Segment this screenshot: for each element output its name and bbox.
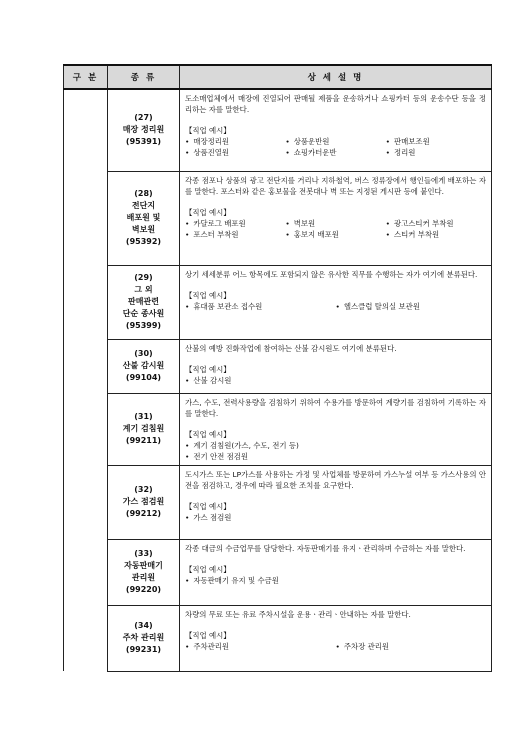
header-category: 구 분 <box>64 65 108 89</box>
example-label: 【직업 예시】 <box>185 630 231 640</box>
job-name: 그 외 <box>134 285 153 294</box>
example-label: 【직업 예시】 <box>185 564 231 574</box>
table-row <box>64 393 492 465</box>
example-item: • 전기 안전 점검원 <box>185 451 486 462</box>
job-number: (34) <box>134 621 153 630</box>
job-name: 매장 정리원 <box>122 125 165 135</box>
example-item: • 포스터 부착원 <box>185 229 285 240</box>
table-row <box>64 265 492 339</box>
category-cell <box>64 89 108 671</box>
example-item: • 홍보지 배포원 <box>285 229 385 240</box>
example-item: • 주차장 관리원 <box>336 641 487 652</box>
example-row <box>185 229 486 240</box>
example-row <box>185 147 486 158</box>
example-row <box>185 512 486 523</box>
example-label: 【직업 예시】 <box>185 429 231 439</box>
example-item: • 헬스클럽 탈의실 보관원 <box>336 301 487 312</box>
description-text: 도소매업체에서 매장에 진열되어 판매될 제품을 운송하거나 쇼핑카터 등의 운송수단 등을 정리하는 자를 말한다. <box>185 94 486 114</box>
example-item: • 정리원 <box>386 147 486 158</box>
example-label: 【직업 예시】 <box>185 290 231 300</box>
example-item: • 상품진열원 <box>185 147 285 158</box>
description-text: 차량의 무료 또는 유료 주차시설을 운용ㆍ관리ㆍ안내하는 자를 말한다. <box>185 609 411 619</box>
job-name: 계기 검침원 <box>122 424 165 433</box>
description-cell <box>180 265 492 339</box>
example-item: • 산불 감시원 <box>185 375 486 386</box>
description-text: 산불의 예방 진화작업에 참여하는 산불 감시원도 여기에 분류된다. <box>185 343 397 353</box>
job-number: (29) <box>134 273 153 282</box>
job-code: (99220) <box>125 585 162 594</box>
example-item: • 가스 점검원 <box>185 512 486 523</box>
example-label: 【직업 예시】 <box>185 207 231 217</box>
description-cell <box>180 171 492 265</box>
example-row <box>185 301 486 312</box>
job-type-cell <box>108 393 180 465</box>
job-name: 배포원 및 <box>126 213 161 222</box>
job-type-cell <box>108 605 180 671</box>
job-name: 자동판매기 <box>124 561 163 570</box>
example-item: • 계기 검침원(가스, 수도, 전기 등) <box>185 440 486 451</box>
spacer <box>185 354 486 362</box>
spacer <box>185 197 486 205</box>
table-row <box>64 89 492 171</box>
description-text: 가스, 수도, 전력사용량을 검침하기 위하여 수용가를 방문하여 계량기를 검침하여 기록하는 자를 말한다. <box>185 397 486 418</box>
job-classification-table <box>63 64 492 672</box>
job-name: 가스 점검원 <box>122 497 165 506</box>
table-row <box>64 171 492 265</box>
job-name: 주차 관리원 <box>122 633 165 642</box>
job-code: (99211) <box>125 436 162 445</box>
job-code: (95399) <box>125 321 162 330</box>
description-cell <box>180 465 492 539</box>
job-name: 전단지 <box>131 201 156 210</box>
job-number: (32) <box>134 485 153 494</box>
job-type-cell <box>108 89 180 171</box>
description-text: 상기 세세분류 어느 항목에도 포함되지 않은 유사한 직무를 수행하는 자가 여기에 분류된다. <box>185 269 478 279</box>
table-row <box>64 605 492 671</box>
job-name: 판매관련 <box>128 297 159 306</box>
example-label: 【직업 예시】 <box>185 501 231 511</box>
job-code: (95392) <box>125 237 162 246</box>
job-number: (33) <box>134 549 153 558</box>
job-code: (95391) <box>125 137 162 147</box>
description-cell <box>180 393 492 465</box>
example-row <box>185 641 486 652</box>
classification-page <box>63 64 491 672</box>
spacer <box>185 419 486 427</box>
job-name: 벽보원 <box>131 225 156 234</box>
job-type-cell <box>108 171 180 265</box>
table-row <box>64 339 492 393</box>
example-item: • 주차관리원 <box>185 641 336 652</box>
description-text: 각종 점포나 상품의 광고 전단지를 거리나 지하철역, 버스 정류장에서 행인들에게 배포하는 자를 말한다. 포스터와 같은 홍보물을 전봇대나 벽 또는 지정된 게시판 등에 붙인다. <box>185 175 486 196</box>
description-cell <box>180 89 492 171</box>
example-row <box>185 218 486 229</box>
example-item: • 쇼핑카터운반 <box>285 147 385 158</box>
example-label: 【직업 예시】 <box>185 126 231 135</box>
example-item: • 카달로그 배포원 <box>185 218 285 229</box>
example-item: • 광고스티커 부착원 <box>386 218 486 229</box>
example-row <box>185 575 486 586</box>
header-description: 상 세 설 명 <box>180 65 492 89</box>
example-row <box>185 136 486 147</box>
description-text: 각종 대금의 수금업무를 담당한다. 자동판매기를 유지ㆍ관리하며 수금하는 자를 말한다. <box>185 543 466 553</box>
job-code: (99212) <box>125 509 162 518</box>
example-item: • 매장정리원 <box>185 136 285 147</box>
description-cell <box>180 539 492 605</box>
description-cell <box>180 605 492 671</box>
job-name: 관리원 <box>131 573 156 582</box>
job-number: (27) <box>134 113 153 123</box>
example-row <box>185 440 486 451</box>
job-type-cell <box>108 539 180 605</box>
job-name: 단순 종사원 <box>122 309 165 318</box>
spacer <box>185 554 486 562</box>
example-item: • 판매보조원 <box>386 136 486 147</box>
job-code: (99104) <box>125 373 162 382</box>
description-cell <box>180 339 492 393</box>
example-label: 【직업 예시】 <box>185 364 231 374</box>
job-code: (99231) <box>125 645 162 654</box>
job-number: (28) <box>134 189 153 198</box>
example-item: • 상품운반원 <box>285 136 385 147</box>
job-number: (30) <box>134 349 153 358</box>
job-type-cell <box>108 265 180 339</box>
example-item: • 벽보원 <box>285 218 385 229</box>
spacer <box>185 620 486 628</box>
description-text: 도시가스 또는 LP가스를 사용하는 가정 및 사업체를 방문하여 가스누설 여부 등 가스사용의 안전을 점검하고, 경우에 따라 필요한 조치를 요구한다. <box>185 469 486 490</box>
example-item: • 휴대품 보관소 접수원 <box>185 301 336 312</box>
example-item: • 스티커 부착원 <box>386 229 486 240</box>
spacer <box>185 115 486 123</box>
job-type-cell <box>108 339 180 393</box>
spacer <box>185 491 486 499</box>
header-type: 종 류 <box>108 65 180 89</box>
example-item: • 자동판매기 유지 및 수금원 <box>185 575 486 586</box>
table-header-row <box>64 65 492 89</box>
job-type-cell <box>108 465 180 539</box>
table-row <box>64 465 492 539</box>
job-number: (31) <box>134 412 153 421</box>
example-row <box>185 375 486 386</box>
example-row <box>185 451 486 462</box>
job-name: 산불 감시원 <box>122 361 165 370</box>
table-row <box>64 539 492 605</box>
spacer <box>185 280 486 288</box>
